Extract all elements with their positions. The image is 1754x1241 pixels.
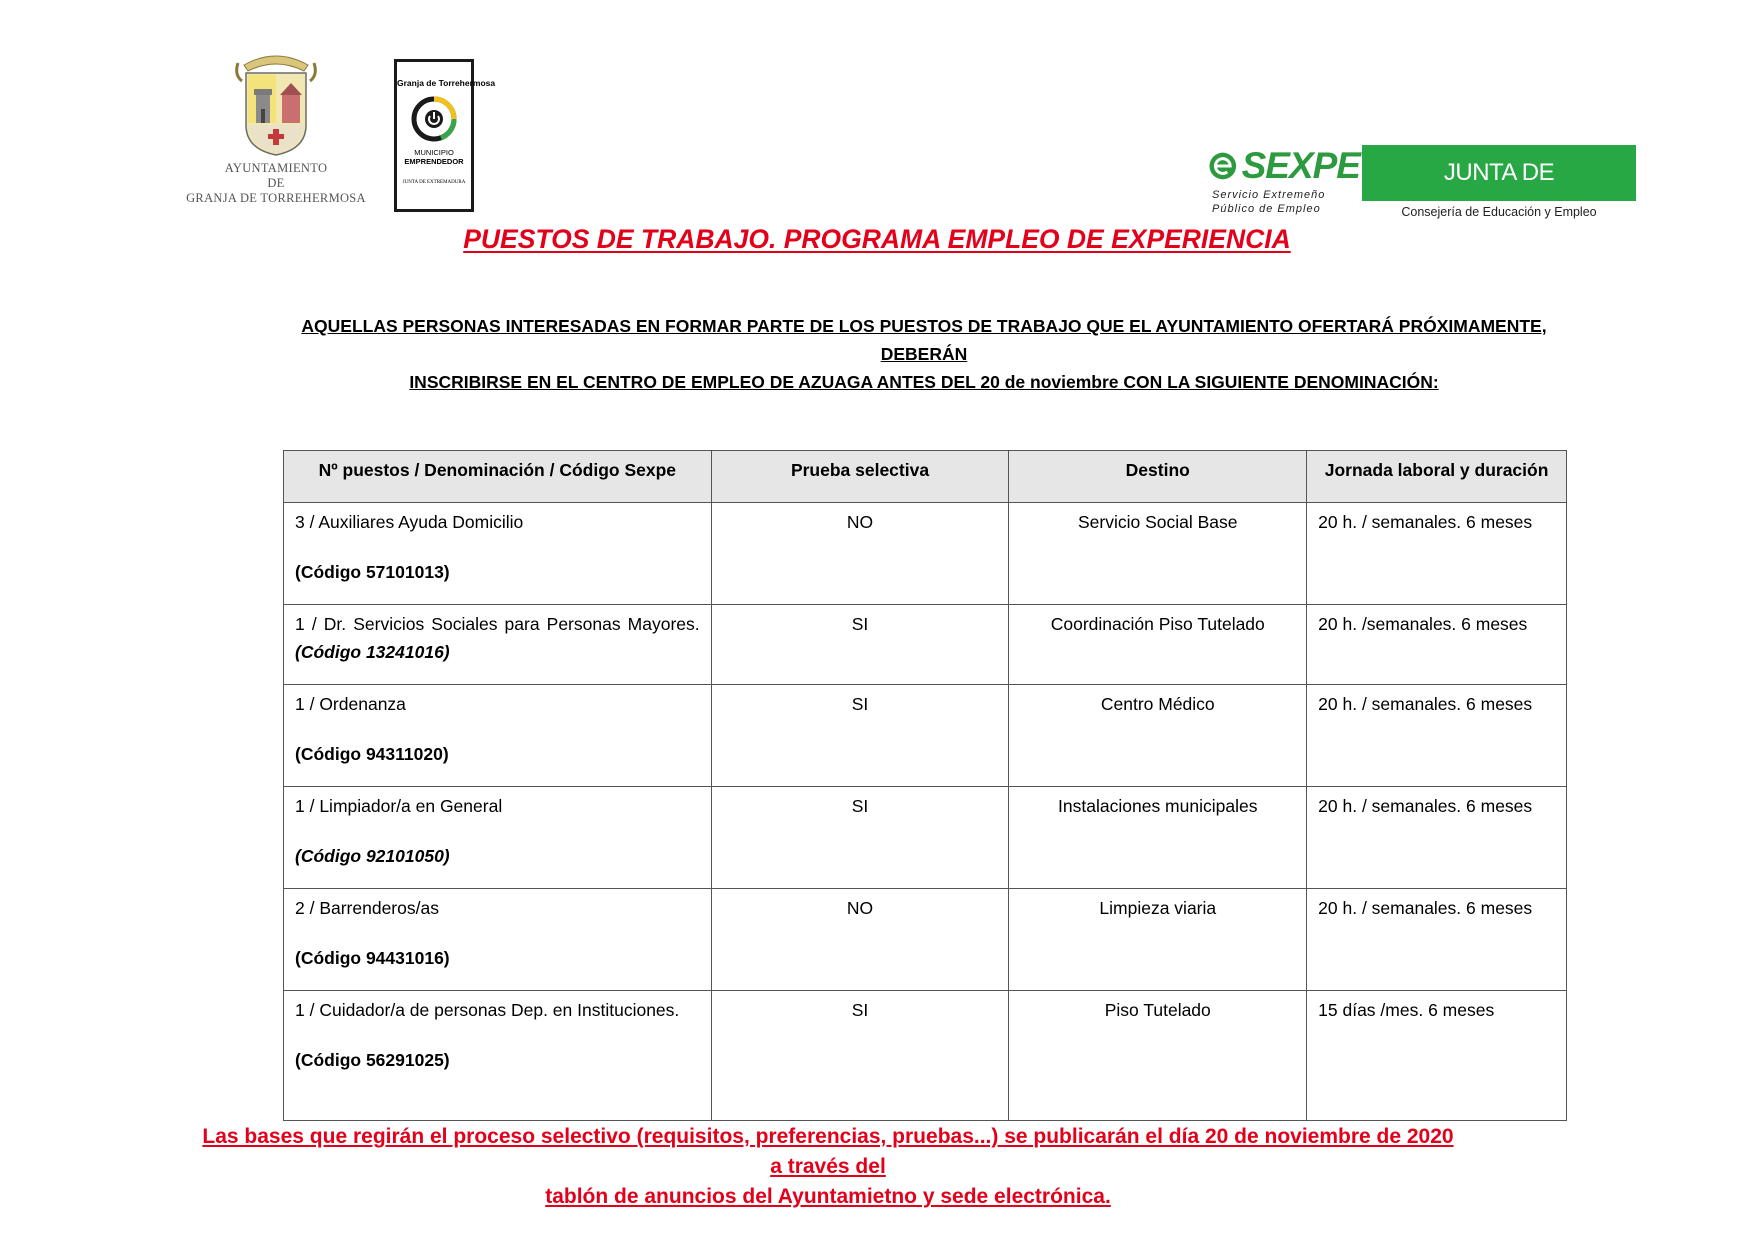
sexpe-e-icon [1208, 146, 1238, 186]
cell-prueba: SI [711, 685, 1009, 787]
cell-prueba: SI [711, 991, 1009, 1121]
cell-prueba: SI [711, 787, 1009, 889]
table-row [284, 889, 1567, 991]
page-title: PUESTOS DE TRABAJO. PROGRAMA EMPLEO DE EXPERIENCIA [463, 224, 1291, 254]
header-jornada: Jornada laboral y duración [1307, 451, 1567, 503]
ayuntamiento-line-1: AYUNTAMIENTO [224, 161, 328, 175]
emprendedor-town-label: Granja de Torrehermosa [397, 78, 496, 88]
denominacion-text: 3 / Auxiliares Ayuda Domicilio [295, 512, 524, 532]
table-row [284, 991, 1567, 1121]
header-prueba: Prueba selectiva [711, 451, 1009, 503]
intro-line-2: INSCRIBIRSE EN EL CENTRO DE EMPLEO DE AZUAGA ANTES DEL 20 de noviembre CON LA SIGUIENTE DENOMINACIÓN: [409, 372, 1439, 392]
sexpe-subtitle-1: Servicio Extremeño [1212, 189, 1326, 201]
table-header-row [284, 451, 1567, 503]
cell-destino: Servicio Social Base [1009, 503, 1307, 605]
codigo-text: (Código 92101050) [295, 846, 450, 866]
cell-denominacion [284, 991, 712, 1121]
sexpe-wordmark: SEXPE [1241, 145, 1360, 186]
ayuntamiento-line-2: DE [267, 176, 285, 190]
power-circle-icon [411, 96, 457, 142]
cell-denominacion [284, 503, 712, 605]
footer-line-1: Las bases que regirán el proceso selectivo (requisitos, preferencias, pruebas...) se publicarán el día 20 de noviembre de 2020 a través del [202, 1125, 1454, 1178]
cell-prueba: NO [711, 503, 1009, 605]
emprendedor-junta: JUNTA DE EXTREMADURA [402, 180, 466, 185]
table-row [284, 787, 1567, 889]
cell-denominacion [284, 605, 712, 685]
cell-destino: Piso Tutelado [1009, 991, 1307, 1121]
ayuntamiento-line-3: GRANJA DE TORREHERMOSA [186, 191, 366, 205]
junta-extremadura-logo [1362, 145, 1636, 242]
cell-jornada: 20 h. /semanales. 6 meses [1307, 605, 1567, 685]
intro-line-1: AQUELLAS PERSONAS INTERESADAS EN FORMAR PARTE DE LOS PUESTOS DE TRABAJO QUE EL AYUNTAMIENTO OFERTARÁ PRÓXIMAMENTE, DEBERÁN [301, 316, 1547, 364]
codigo-text: (Código 56291025) [295, 1050, 450, 1070]
denominacion-text: 1 / Cuidador/a de personas Dep. en Instituciones. [295, 1000, 680, 1020]
table-row [284, 685, 1567, 787]
sexpe-subtitle-2: Público de Empleo [1212, 203, 1321, 215]
cell-destino: Coordinación Piso Tutelado [1009, 605, 1307, 685]
intro-notice [264, 312, 1584, 396]
cell-jornada: 15 días /mes. 6 meses [1307, 991, 1567, 1121]
denominacion-text: 1 / Limpiador/a en General [295, 796, 503, 816]
junta-consejeria: Consejería de Educación y Empleo [1401, 205, 1597, 219]
footer-notice [196, 1122, 1460, 1212]
municipio-emprendedor-logo [394, 59, 496, 212]
table-row [284, 503, 1567, 605]
cell-jornada: 20 h. / semanales. 6 meses [1307, 503, 1567, 605]
cell-destino: Centro Médico [1009, 685, 1307, 787]
junta-title: JUNTA DE EXTREMADURA [1362, 145, 1636, 201]
emprendedor-emprendedor: EMPRENDEDOR [404, 157, 464, 166]
ayuntamiento-logo [176, 45, 376, 215]
cell-prueba: NO [711, 889, 1009, 991]
cell-destino: Instalaciones municipales [1009, 787, 1307, 889]
cell-prueba: SI [711, 605, 1009, 685]
header-denominacion: Nº puestos / Denominación / Código Sexpe [284, 451, 712, 503]
coat-of-arms-icon [226, 45, 326, 157]
job-positions-table [283, 450, 1567, 1121]
emprendedor-municipio: MUNICIPIO [414, 148, 454, 157]
table-row [284, 605, 1567, 685]
codigo-text: (Código 94431016) [295, 948, 450, 968]
denominacion-text: 2 / Barrenderos/as [295, 898, 439, 918]
cell-jornada: 20 h. / semanales. 6 meses [1307, 685, 1567, 787]
sexpe-logo [1208, 146, 1360, 222]
codigo-text: (Código 57101013) [295, 562, 450, 582]
ayuntamiento-name [176, 161, 376, 206]
cell-denominacion [284, 889, 712, 991]
denominacion-text: 1 / Ordenanza [295, 694, 406, 714]
codigo-text: (Código 13241016) [295, 642, 450, 662]
cell-destino: Limpieza viaria [1009, 889, 1307, 991]
cell-jornada: 20 h. / semanales. 6 meses [1307, 889, 1567, 991]
cell-denominacion [284, 685, 712, 787]
cell-jornada: 20 h. / semanales. 6 meses [1307, 787, 1567, 889]
header-destino: Destino [1009, 451, 1307, 503]
footer-line-2: tablón de anuncios del Ayuntamietno y sede electrónica. [545, 1185, 1111, 1208]
cell-denominacion [284, 787, 712, 889]
denominacion-text: 1 / Dr. Servicios Sociales para Personas Mayores. [295, 614, 700, 634]
codigo-text: (Código 94311020) [295, 744, 449, 764]
